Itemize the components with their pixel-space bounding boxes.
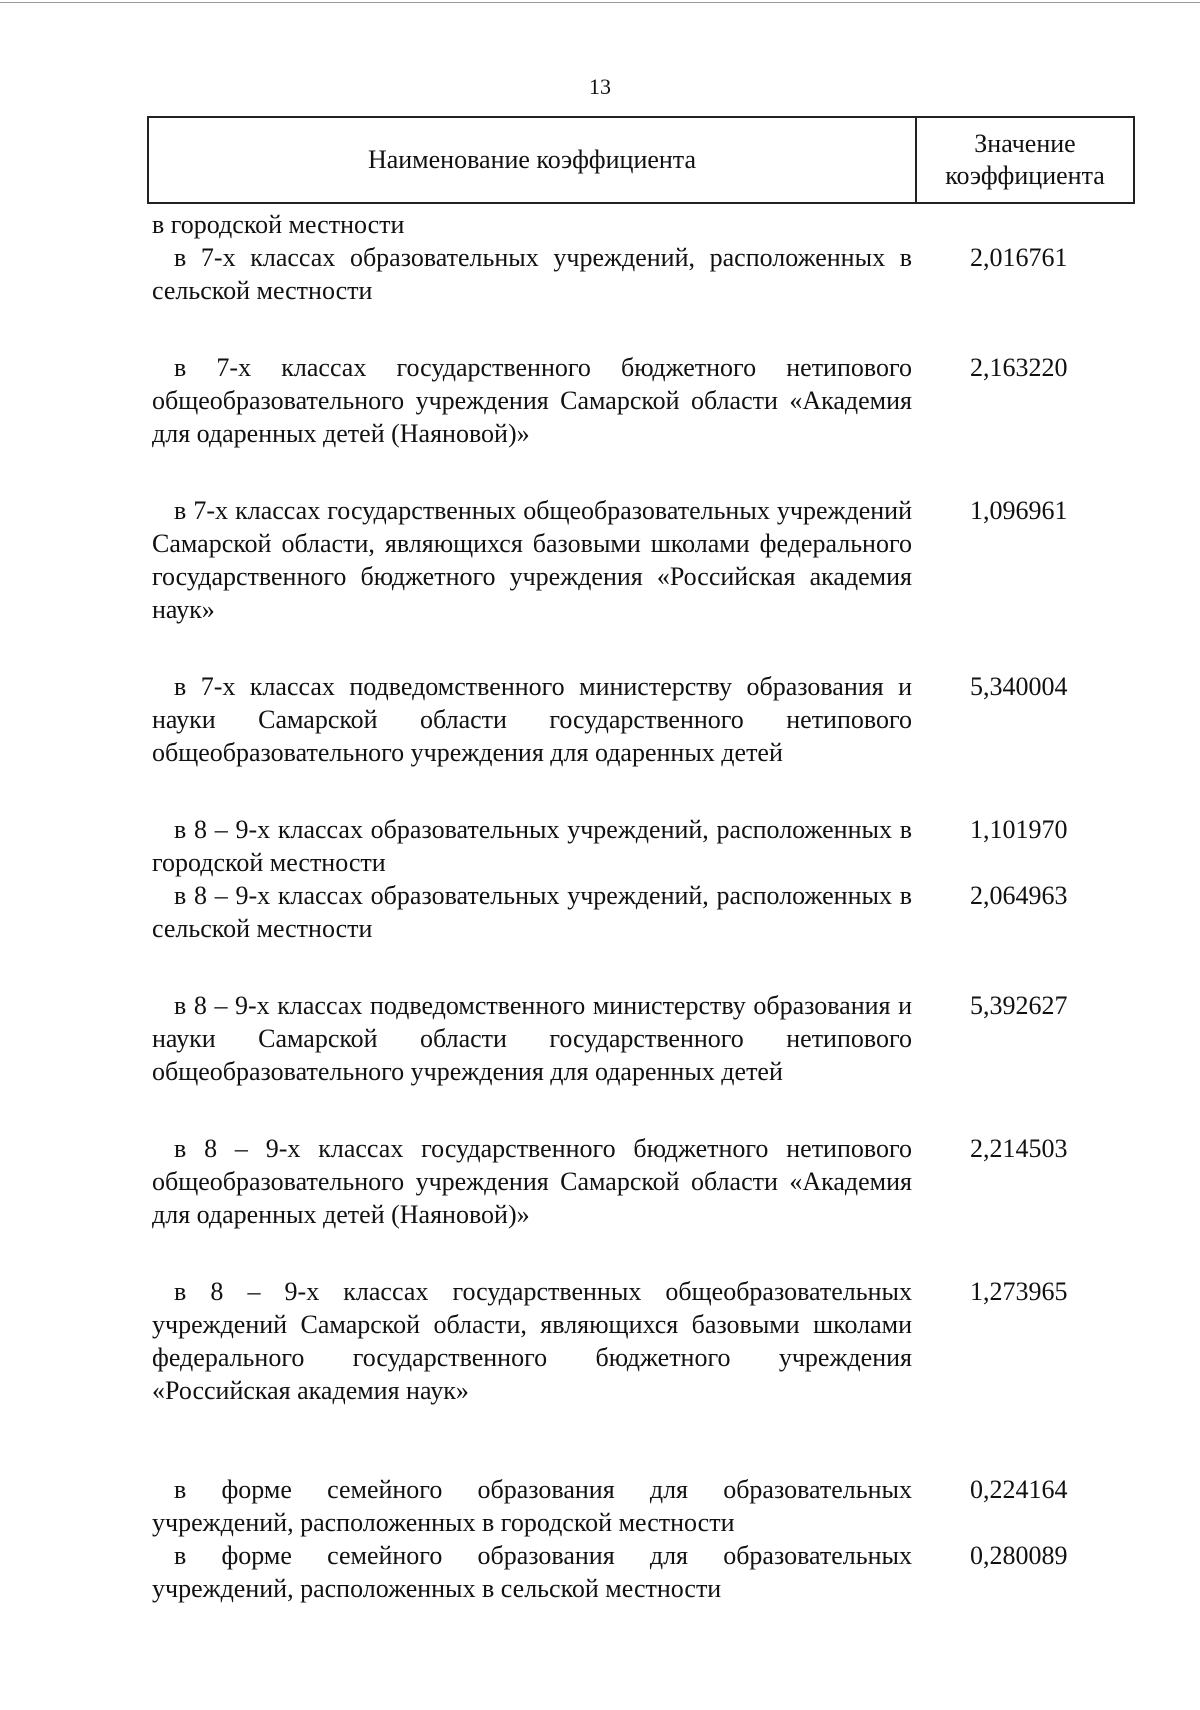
row-name: в 7-х классах государственного бюджетного нетипового общеобразовательного учреждения Самарской области «Академия для одаренных детей (Наяновой)» — [152, 353, 912, 448]
row-name: в 8 – 9-х классах образовательных учреждений, расположенных в сельской местности — [152, 881, 912, 943]
header-value-line2: коэффициента — [945, 161, 1105, 190]
row-value: 2,163220 — [970, 353, 1068, 382]
row-value: 0,224164 — [970, 1475, 1068, 1504]
row-value: 1,273965 — [970, 1277, 1068, 1306]
page-number: 13 — [589, 74, 611, 99]
header-name-column: Наименование коэффициента — [149, 118, 917, 202]
row-value: 5,392627 — [970, 991, 1068, 1020]
row-value: 2,214503 — [970, 1134, 1068, 1163]
header-value-line1: Значение — [974, 129, 1076, 158]
row-name: в 7-х классах образовательных учреждений, расположенных в сельской местности — [152, 243, 912, 305]
table-row — [152, 813, 1152, 879]
row-name: в 8 – 9-х классах подведомственного министерству образования и науки Самарской области государственного нетипового общеобразовательного учреждения для одаренных детей — [152, 991, 912, 1086]
row-value: 2,016761 — [970, 243, 1068, 272]
row-name: в 8 – 9-х классах государственных общеобразовательных учреждений Самарской области, являющихся базовыми школами федерального государственного бюджетного учреждения «Российская академия наук» — [152, 1277, 912, 1405]
row-name: в 8 – 9-х классах государственного бюджетного нетипового общеобразовательного учреждения Самарской области «Академия для одаренных детей (Наяновой)» — [152, 1134, 912, 1229]
table-row — [152, 670, 1152, 769]
table-row — [152, 879, 1152, 945]
table-row — [152, 351, 1152, 450]
row-value: 1,101970 — [970, 815, 1068, 844]
table-row — [152, 1473, 1152, 1539]
coefficient-table-body — [152, 208, 1152, 1605]
row-value: 2,064963 — [970, 881, 1068, 910]
table-row — [152, 241, 1152, 307]
continuation-text: в городской местности — [152, 210, 405, 239]
header-value-column — [917, 118, 1133, 202]
table-header — [147, 116, 1135, 204]
row-name: в 8 – 9-х классах образовательных учреждений, расположенных в городской местности — [152, 815, 912, 877]
row-name: в форме семейного образования для образовательных учреждений, расположенных в сельской местности — [152, 1541, 912, 1603]
row-name: в 7-х классах государственных общеобразовательных учреждений Самарской области, являющихся базовыми школами федерального государственного бюджетного учреждения «Российская академия наук» — [152, 496, 912, 624]
row-name: в форме семейного образования для образовательных учреждений, расположенных в городской местности — [152, 1475, 912, 1537]
row-name: в 7-х классах подведомственного министерству образования и науки Самарской области государственного нетипового общеобразовательного учреждения для одаренных детей — [152, 672, 912, 767]
table-row — [152, 1275, 1152, 1407]
table-row — [152, 1539, 1152, 1605]
table-row — [152, 989, 1152, 1088]
table-row — [152, 494, 1152, 626]
row-value: 0,280089 — [970, 1541, 1068, 1570]
row-value: 1,096961 — [970, 496, 1068, 525]
table-row — [152, 1132, 1152, 1231]
page-top-edge-line — [0, 2, 1200, 3]
row-value: 5,340004 — [970, 672, 1068, 701]
